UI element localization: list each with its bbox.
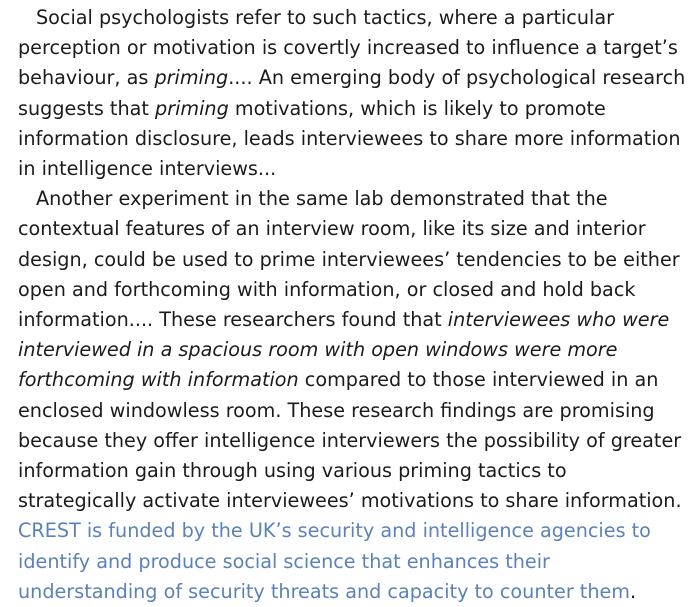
p1-segment-5: motivations, which is likely to promote information disclosure, leads interviewees to share more information in intelligence interviews... [18,96,681,181]
crest-note-text: CREST is funded by the UK’s security and intelligence agencies to identify and produce social science that enhances their understanding of security threats and capacity to counter them [18,519,651,603]
paragraph-2 [18,184,690,516]
p1-segment-3: .... An emerging body of psychological research suggests that [18,66,686,120]
p2-segment-2-italic: interviewees who were interviewed in a spacious room with open windows were more forthcoming with information [18,308,670,392]
p1-segment-1: Social psychologists refer to such tactics, where a particular perception or motivation is covertly increased to influence a target’s behaviour, as [18,6,678,90]
p2-segment-1: Another experiment in the same lab demonstrated that the contextual features of an interview room, like its size and interior design, could be used to prime interviewees’ tendencies to be either open and forthcoming with information, or closed and hold back information.... These researchers found that [18,187,680,332]
paragraph-1 [18,3,690,184]
p1-segment-2-italic: priming [154,66,229,90]
p1-segment-4-italic: priming [155,96,229,120]
p2-segment-3: compared to those interviewed in an enclosed windowless room. These research findings are promising because they offer intelligence interviewers the possibility of greater information gain through using various priming tactics to strategically activate interviewees’ motivations to share information. [18,368,682,513]
crest-note [18,516,690,607]
crest-note-period: . [630,579,637,603]
document-body [18,3,690,607]
